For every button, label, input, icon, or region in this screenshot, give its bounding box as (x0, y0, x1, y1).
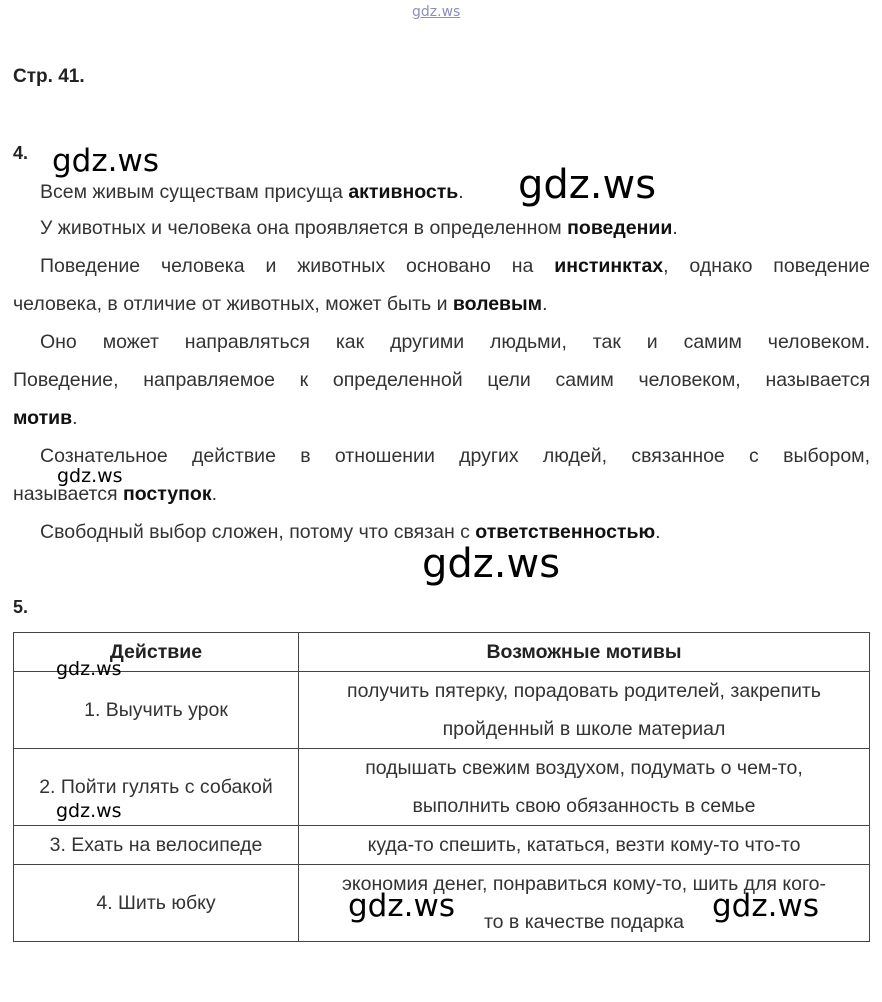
text-bold: волевым (452, 293, 543, 315)
motive-line: то в качестве подарка (483, 911, 685, 933)
column-header-motives: Возможные мотивы (299, 633, 870, 672)
text-bold: поступок (122, 483, 212, 505)
motive-line: пройденный в школе материал (442, 718, 726, 740)
watermark: gdz.ws (422, 541, 561, 587)
task-4-line-7 (13, 406, 870, 430)
action-cell: 4. Шить юбку (14, 865, 299, 942)
text-plain: Всем живым существам присуща (40, 181, 349, 203)
task-4-line-3 (40, 254, 870, 278)
watermark: gdz.ws (348, 888, 455, 924)
table-row (14, 826, 870, 865)
text-plain: называется (13, 483, 123, 505)
text-plain: Поведение человека и животных основано на (40, 255, 555, 277)
table-header-row (14, 633, 870, 672)
text-bold: ответственностью (475, 521, 656, 543)
text-plain: У животных и человека она проявляется в определенном (40, 217, 568, 239)
text-plain: Сознательное действие в отношении других людей, связанное с выбором, (40, 445, 870, 467)
task-4-line-8 (40, 444, 870, 468)
column-header-action: Действие (14, 633, 299, 672)
text-bold: мотив (13, 407, 73, 429)
motive-line: выполнить свою обязанность в семье (412, 795, 756, 817)
task-4-line-4 (13, 292, 870, 316)
motives-cell (299, 672, 870, 749)
text-plain: . (655, 521, 661, 543)
text-plain: . (72, 407, 78, 429)
watermark: gdz.ws (518, 162, 657, 208)
task-4-line-1 (40, 180, 870, 204)
watermark: gdz.ws (56, 658, 122, 680)
watermark-link[interactable]: gdz.ws (412, 4, 461, 20)
motives-cell (299, 749, 870, 826)
task-4-line-5 (40, 330, 870, 354)
page-reference: Стр. 41. (13, 66, 85, 87)
task-4-line-2 (40, 216, 870, 240)
text-bold: поведении (567, 217, 673, 239)
motive-line: куда-то спешить, кататься, везти кому-то что-то (367, 834, 801, 856)
text-plain: , однако поведение (663, 255, 870, 277)
text-plain: . (542, 293, 548, 315)
motive-line: экономия денег, понравиться кому-то, шить для кого- (341, 873, 827, 895)
text-plain: . (672, 217, 678, 239)
action-cell: 1. Выучить урок (14, 672, 299, 749)
text-plain: Оно может направляться как другими людьми, так и самим человеком. (40, 331, 870, 353)
motive-line: подышать свежим воздухом, подумать о чем-то, (365, 757, 803, 779)
action-cell: 2. Пойти гулять с собакой (14, 749, 299, 826)
table-row (14, 672, 870, 749)
text-plain: Свободный выбор сложен, потому что связан с (40, 521, 476, 543)
text-bold: инстинктах (554, 255, 664, 277)
task-5-number: 5. (13, 597, 29, 617)
watermark: gdz.ws (52, 143, 159, 179)
text-plain: человека, в отличие от животных, может быть и (13, 293, 453, 315)
watermark: gdz.ws (56, 800, 122, 822)
text-bold: активность (348, 181, 459, 203)
table-row (14, 749, 870, 826)
task-4-line-6 (13, 368, 870, 392)
text-plain: . (211, 483, 218, 505)
watermark: gdz.ws (712, 888, 819, 924)
text-plain: Поведение, направляемое к определенной цели самим человеком, называется (13, 369, 870, 391)
text-plain: . (458, 181, 464, 203)
watermark: gdz.ws (57, 465, 123, 487)
task-4-line-9 (13, 482, 870, 506)
motive-line: получить пятерку, порадовать родителей, закрепить (347, 680, 821, 702)
motives-cell (299, 826, 870, 865)
action-cell: 3. Ехать на велосипеде (14, 826, 299, 865)
task-4-number: 4. (13, 143, 29, 163)
